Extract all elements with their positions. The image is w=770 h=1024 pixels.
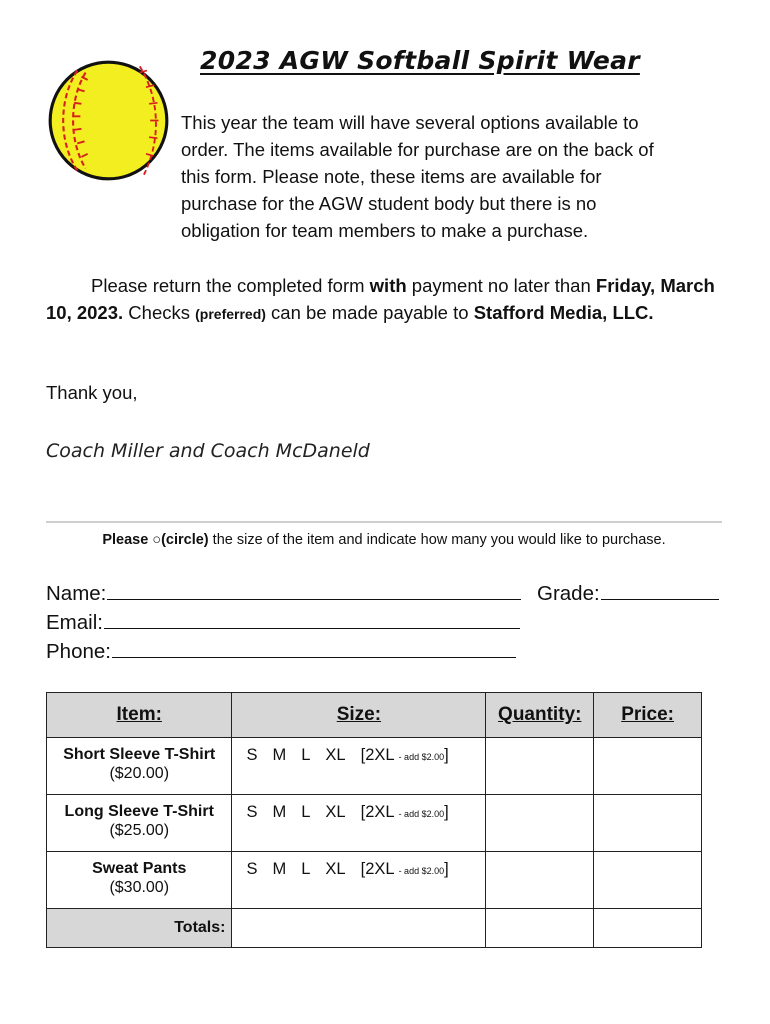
size-bracket: ] bbox=[444, 746, 449, 764]
item-price: ($25.00) bbox=[109, 822, 170, 839]
size-2xl-surcharge: - add $2.00 bbox=[398, 752, 445, 762]
item-name: Long Sleeve T-Shirt bbox=[64, 803, 214, 820]
size-xl[interactable]: XL bbox=[325, 860, 346, 878]
size-xl[interactable]: XL bbox=[325, 803, 346, 821]
totals-price-cell[interactable] bbox=[594, 909, 702, 948]
grade-label: Grade: bbox=[537, 582, 600, 605]
price-cell[interactable] bbox=[594, 738, 702, 795]
name-label: Name: bbox=[46, 582, 107, 605]
grade-field[interactable] bbox=[601, 582, 719, 600]
item-cell bbox=[47, 738, 232, 795]
header-price: Price: bbox=[594, 693, 702, 738]
quantity-cell[interactable] bbox=[486, 852, 594, 909]
size-m[interactable]: M bbox=[272, 803, 287, 821]
grade-line bbox=[537, 582, 719, 606]
size-xl[interactable]: XL bbox=[325, 746, 346, 764]
return-text-4: can be made payable to bbox=[265, 302, 474, 323]
signature: Coach Miller and Coach McDaneld bbox=[46, 440, 370, 462]
instructions-rest: the size of the item and indicate how many you would like to purchase. bbox=[208, 532, 666, 548]
table-row bbox=[47, 852, 702, 909]
size-2xl[interactable]: [2XL bbox=[360, 860, 395, 878]
phone-label: Phone: bbox=[46, 640, 111, 663]
item-name: Short Sleeve T-Shirt bbox=[63, 746, 216, 763]
size-2xl[interactable]: [2XL bbox=[360, 746, 395, 764]
name-line bbox=[46, 582, 521, 606]
return-with: with bbox=[369, 275, 407, 296]
intro-paragraph: This year the team will have several options available to order. The items available for purchase are on the back of this form. Please note, these items are available for purchase for the AGW student body but there is no obligation for team members to make a purchase. bbox=[181, 112, 654, 241]
price-cell[interactable] bbox=[594, 852, 702, 909]
totals-quantity-cell[interactable] bbox=[486, 909, 594, 948]
table-row bbox=[47, 738, 702, 795]
page-title: 2023 AGW Softball Spirit Wear bbox=[200, 46, 640, 75]
size-s[interactable]: S bbox=[246, 860, 258, 878]
return-text-3: Checks bbox=[123, 302, 196, 323]
header-quantity: Quantity: bbox=[486, 693, 594, 738]
return-instructions bbox=[46, 272, 736, 328]
quantity-cell[interactable] bbox=[486, 738, 594, 795]
size-bracket: ] bbox=[444, 803, 449, 821]
table-row bbox=[47, 795, 702, 852]
item-cell bbox=[47, 852, 232, 909]
order-instructions bbox=[46, 532, 722, 548]
name-field[interactable] bbox=[107, 582, 521, 600]
size-2xl-surcharge: - add $2.00 bbox=[398, 866, 445, 876]
size-l[interactable]: L bbox=[301, 860, 311, 878]
size-m[interactable]: M bbox=[272, 746, 287, 764]
size-s[interactable]: S bbox=[246, 803, 258, 821]
item-name: Sweat Pants bbox=[92, 860, 187, 877]
email-field[interactable] bbox=[104, 611, 520, 629]
price-cell[interactable] bbox=[594, 795, 702, 852]
size-options bbox=[232, 738, 486, 795]
header-item: Item: bbox=[47, 693, 232, 738]
thanks-text: Thank you, bbox=[46, 382, 138, 403]
size-l[interactable]: L bbox=[301, 803, 311, 821]
return-text-2: payment no later than bbox=[406, 275, 596, 296]
email-label: Email: bbox=[46, 611, 103, 634]
return-text-1: Please return the completed form bbox=[91, 275, 370, 296]
quantity-cell[interactable] bbox=[486, 795, 594, 852]
size-2xl[interactable]: [2XL bbox=[360, 803, 395, 821]
header-size: Size: bbox=[232, 693, 486, 738]
instructions-bold: Please ○(circle) bbox=[102, 532, 209, 548]
order-table bbox=[46, 692, 702, 948]
size-l[interactable]: L bbox=[301, 746, 311, 764]
table-header-row bbox=[47, 693, 702, 738]
return-deadline: Friday, March 10, 2023. bbox=[46, 275, 715, 323]
totals-size-cell bbox=[232, 909, 486, 948]
email-line bbox=[46, 611, 520, 635]
size-s[interactable]: S bbox=[246, 746, 258, 764]
phone-field[interactable] bbox=[112, 640, 516, 658]
phone-line bbox=[46, 640, 516, 664]
size-options bbox=[232, 852, 486, 909]
size-2xl-surcharge: - add $2.00 bbox=[398, 809, 445, 819]
size-m[interactable]: M bbox=[272, 860, 287, 878]
softball-icon bbox=[46, 58, 171, 183]
size-options bbox=[232, 795, 486, 852]
item-price: ($30.00) bbox=[109, 879, 170, 896]
return-preferred: (preferred) bbox=[195, 306, 266, 322]
divider bbox=[46, 521, 722, 523]
item-cell bbox=[47, 795, 232, 852]
totals-label: Totals: bbox=[47, 909, 232, 948]
size-bracket: ] bbox=[444, 860, 449, 878]
item-price: ($20.00) bbox=[109, 765, 170, 782]
totals-row bbox=[47, 909, 702, 948]
return-payee: Stafford Media, LLC. bbox=[473, 302, 654, 323]
